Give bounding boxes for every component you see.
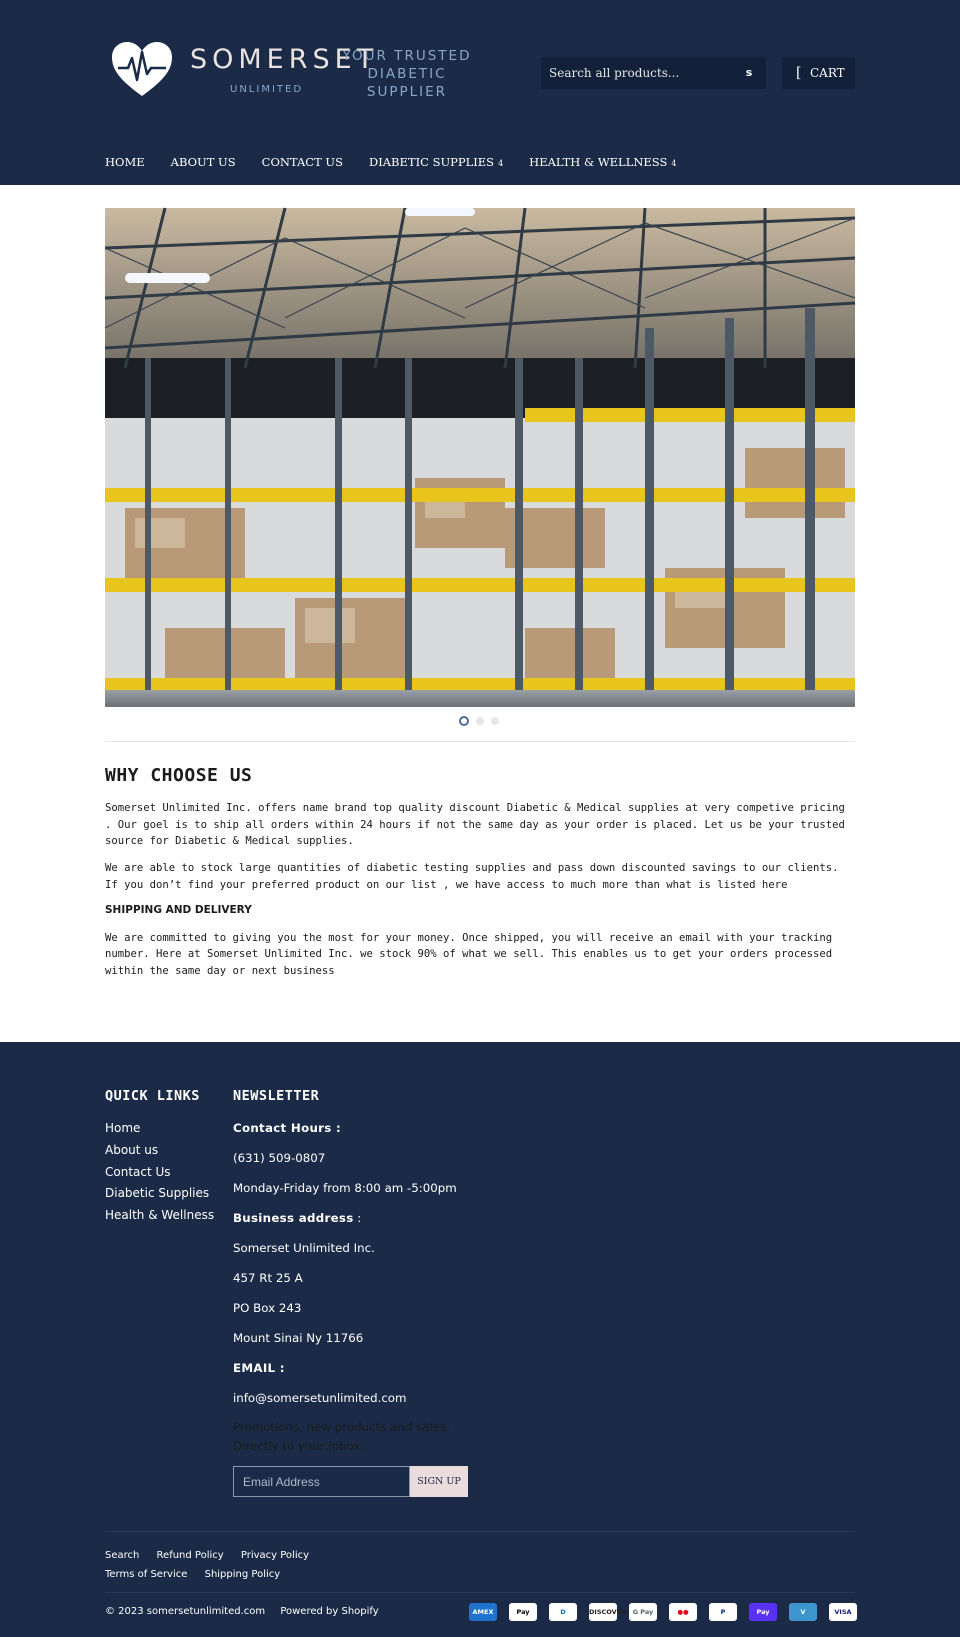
nav-item-contact-us[interactable] — [262, 155, 343, 175]
main-nav — [105, 155, 702, 175]
slide-dot-2[interactable] — [476, 717, 484, 725]
policy-links — [105, 1546, 505, 1584]
quick-links-list — [105, 1118, 214, 1227]
tagline-line-1: YOUR TRUSTED — [342, 48, 472, 64]
tagline-line-2: DIABETIC SUPPLIER — [366, 66, 448, 100]
shipping-heading: SHIPPING AND DELIVERY — [105, 903, 252, 916]
section-divider — [105, 741, 855, 742]
site-header — [0, 0, 960, 185]
footer-link-about-us[interactable]: About us — [105, 1142, 159, 1157]
email-label: EMAIL : — [233, 1361, 285, 1375]
search-form — [541, 57, 766, 89]
mastercard-icon: ●● — [669, 1603, 697, 1621]
newsletter-block — [233, 1116, 493, 1456]
slideshow-pagination — [459, 716, 506, 726]
section-heading: WHY CHOOSE US — [105, 765, 253, 786]
nav-item-about-us[interactable] — [171, 155, 236, 175]
business-address-label: Business address — [233, 1211, 354, 1225]
footer-divider — [105, 1531, 855, 1532]
shop-pay-icon: Pay — [749, 1603, 777, 1621]
address-line-4: Mount Sinai Ny 11766 — [233, 1331, 364, 1345]
copyright-row — [105, 1606, 391, 1617]
nav-item-home[interactable] — [105, 155, 145, 175]
shipping-paragraph: We are committed to giving you the most for your money. Once shipped, you will receive an email with your tracking number. Here at Somerset Unlimited Inc. we stock 90% of what we sell. This enables us to get your orders processed within the same day or next business — [105, 931, 833, 977]
nav-label: HOME — [105, 155, 145, 169]
footer-link-diabetic-supplies[interactable]: Diabetic Supplies — [105, 1186, 210, 1201]
cart-icon: [ — [796, 65, 802, 81]
contact-hours-label: Contact Hours : — [233, 1121, 342, 1135]
cart-label: CART — [810, 66, 845, 80]
address-line-3: PO Box 243 — [233, 1301, 302, 1315]
sign-up-button[interactable]: SIGN UP — [410, 1466, 468, 1497]
slide-dot-1[interactable] — [459, 716, 469, 726]
nav-item-health-wellness[interactable] — [529, 155, 676, 175]
search-button[interactable]: s — [745, 66, 753, 79]
footer-link-health-wellness[interactable]: Health & Wellness — [105, 1208, 215, 1223]
payment-icons — [469, 1603, 857, 1621]
cart-button[interactable] — [782, 57, 855, 89]
footer-divider-bottom — [105, 1592, 855, 1593]
paypal-icon: P — [709, 1603, 737, 1621]
newsletter-form — [233, 1466, 468, 1497]
why-choose-us-section — [105, 765, 855, 990]
email-input[interactable] — [233, 1466, 410, 1497]
heart-pulse-icon — [110, 40, 174, 98]
venmo-icon: V — [789, 1603, 817, 1621]
newsletter-promo-text: Promotions, new products and sales. Directly to your inbox. — [233, 1420, 450, 1453]
amex-icon: AMEX — [469, 1603, 497, 1621]
policy-link-search[interactable]: Search — [105, 1550, 140, 1561]
contact-email: info@somersetunlimited.com — [233, 1391, 407, 1405]
nav-label: HEALTH & WELLNESS — [529, 155, 668, 169]
google-pay-icon: G Pay — [629, 1603, 657, 1621]
nav-label: DIABETIC SUPPLIES — [368, 155, 495, 169]
discover-icon: DISCOVER — [589, 1603, 617, 1621]
dropdown-caret-icon: 4 — [498, 159, 504, 168]
footer-link-home[interactable]: Home — [105, 1121, 141, 1135]
visa-icon: VISA — [829, 1603, 857, 1621]
stock-paragraph: We are able to stock large quantities of diabetic testing supplies and pass down discounted savings to our clients. If you don’t find your preferred product on our list , we have access to much more than what is listed here — [105, 862, 839, 891]
address-line-2: 457 Rt 25 A — [233, 1271, 303, 1285]
quick-links-title: QUICK LINKS — [105, 1088, 200, 1104]
business-address-colon: : — [353, 1211, 362, 1225]
newsletter-title: NEWSLETTER — [233, 1088, 320, 1104]
nav-label: CONTACT US — [261, 155, 343, 169]
warehouse-photo — [105, 208, 855, 707]
phone-number: (631) 509-0807 — [233, 1151, 326, 1165]
diners-club-icon: D — [549, 1603, 577, 1621]
dropdown-caret-icon: 4 — [671, 159, 677, 168]
slide-dot-3[interactable] — [491, 717, 499, 725]
nav-label: ABOUT US — [170, 155, 236, 169]
business-hours: Monday-Friday from 8:00 am -5:00pm — [233, 1181, 457, 1195]
nav-item-diabetic-supplies[interactable] — [369, 155, 503, 175]
policy-link-shipping[interactable]: Shipping Policy — [204, 1569, 281, 1580]
brand-subtitle: UNLIMITED — [230, 84, 304, 95]
footer-link-contact-us[interactable]: Contact Us — [105, 1164, 171, 1179]
policy-link-refund[interactable]: Refund Policy — [156, 1550, 224, 1561]
intro-paragraph: Somerset Unlimited Inc. offers name brand top quality discount Diabetic & Medical supplies at very competive pricing . Our goel is to ship all orders within 24 hours if not the same day as your order is placed. Let us be your trusted source for Diabetic & Medical supplies. — [105, 802, 845, 848]
address-line-1: Somerset Unlimited Inc. — [233, 1241, 375, 1255]
brand-name: SOMERSET — [190, 44, 379, 75]
copyright-text[interactable]: © 2023 somersetunlimited.com — [105, 1606, 266, 1617]
brand-tagline — [337, 47, 477, 101]
policy-link-terms[interactable]: Terms of Service — [105, 1569, 188, 1580]
search-input[interactable] — [541, 57, 731, 89]
hero-slide-image[interactable] — [105, 208, 855, 707]
apple-pay-icon: Pay — [509, 1603, 537, 1621]
policy-link-privacy[interactable]: Privacy Policy — [240, 1550, 310, 1561]
powered-by-link[interactable]: Powered by Shopify — [280, 1606, 379, 1617]
site-logo[interactable] — [105, 38, 475, 100]
